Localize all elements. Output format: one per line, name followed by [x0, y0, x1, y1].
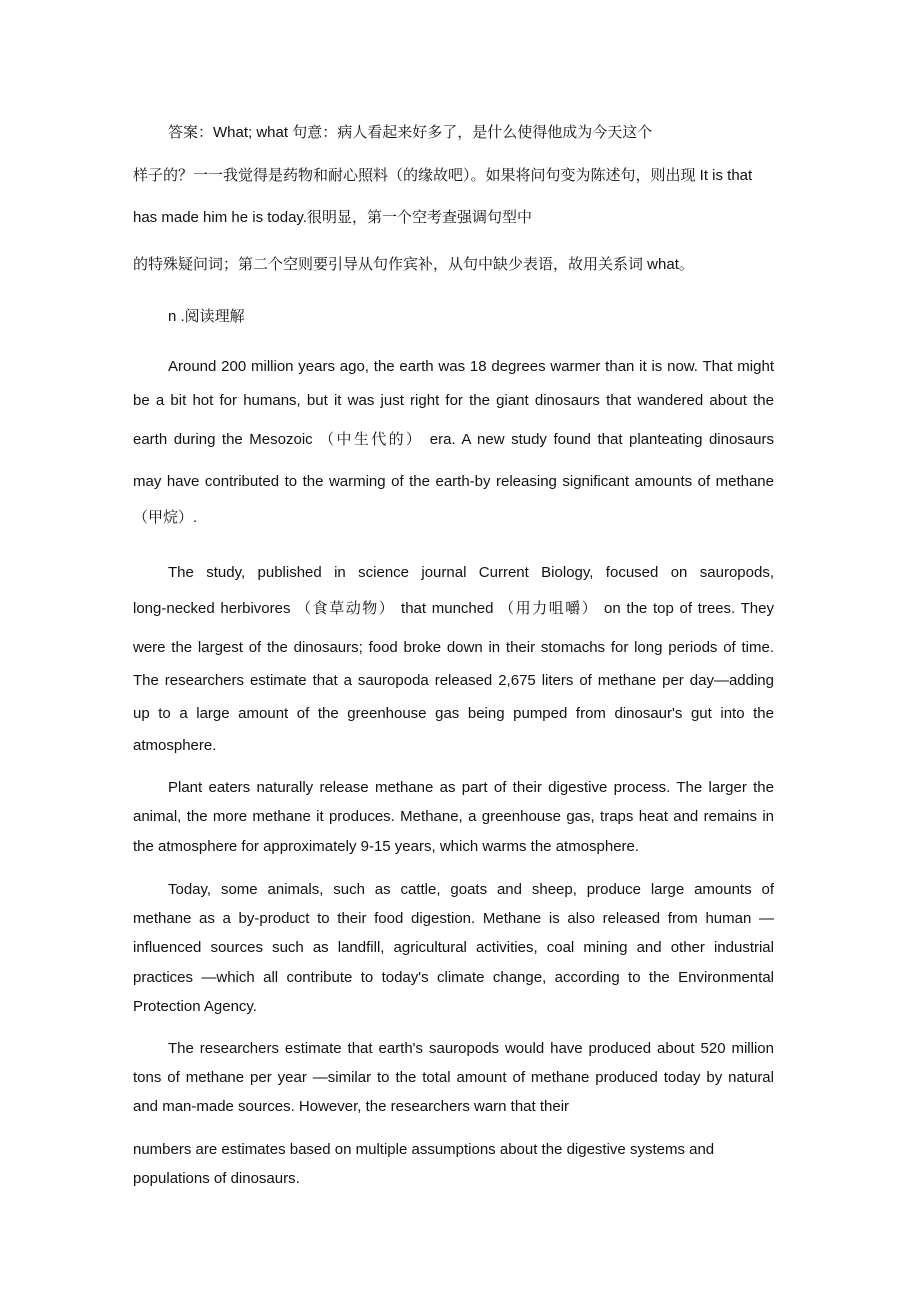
- p4-line-3: influenced sources such as landfill, agricultural activities, coal mining and other industrial: [133, 939, 774, 956]
- p3-line-2: animal, the more methane it produces. Methane, a greenhouse gas, traps heat and remains in: [133, 808, 774, 825]
- p5-line-3: and man-made sources. However, the researchers warn that their: [133, 1098, 570, 1115]
- p1-line-1: Around 200 million years ago, the earth was 18 degrees warmer than it is now. That might: [168, 358, 774, 375]
- p1-line-4: may have contributed to the warming of the earth-by releasing significant amounts of methane: [133, 473, 774, 490]
- answer-line-4: 的特殊疑问词；第二个空则要引导从句作宾补，从句中缺少表语，故用关系词 what。: [133, 256, 694, 273]
- p2-line-3: were the largest of the dinosaurs; food broke down in their stomachs for long periods of time.: [133, 639, 774, 656]
- p3-line-1: Plant eaters naturally release methane as part of their digestive process. The larger the: [168, 779, 774, 796]
- p6-line-2: populations of dinosaurs.: [133, 1170, 300, 1187]
- p2-line-6: atmosphere.: [133, 737, 217, 754]
- p1-line-3: earth during the Mesozoic （中生代的） era. A new study found that planteating dinosaurs: [133, 431, 774, 448]
- p4-line-4: practices —which all contribute to today's climate change, according to the Environmental: [133, 969, 774, 986]
- p1-line-5: （甲烷）.: [133, 509, 198, 526]
- p2-line-1: The study, published in science journal Current Biology, focused on sauropods,: [168, 564, 774, 581]
- p5-line-2: tons of methane per year —similar to the total amount of methane produced today by natural: [133, 1069, 774, 1086]
- answer-line-1: 答案：What; what 句意：病人看起来好多了，是什么使得他成为今天这个: [168, 124, 653, 141]
- p2-line-5: up to a large amount of the greenhouse gas being pumped from dinosaur's gut into the: [133, 705, 774, 722]
- p5-line-1: The researchers estimate that earth's sauropods would have produced about 520 million: [168, 1040, 774, 1057]
- p6-line-1: numbers are estimates based on multiple assumptions about the digestive systems and: [133, 1141, 715, 1158]
- p1-line-2: be a bit hot for humans, but it was just right for the giant dinosaurs that wandered about the: [133, 392, 774, 409]
- p4-line-2: methane as a by-product to their food digestion. Methane is also released from human —: [133, 910, 774, 927]
- p4-line-5: Protection Agency.: [133, 998, 257, 1015]
- p3-line-3: the atmosphere for approximately 9-15 years, which warms the atmosphere.: [133, 838, 640, 855]
- answer-line-2: 样子的？一一我觉得是药物和耐心照料（的缘故吧）。如果将问句变为陈述句，则出现 It is that: [133, 167, 753, 184]
- p2-line-2: long-necked herbivores （食草动物） that munched （用力咀嚼） on the top of trees. They: [133, 600, 774, 617]
- p2-line-4: The researchers estimate that a sauropoda released 2,675 liters of methane per day—adding: [133, 672, 774, 689]
- p4-line-1: Today, some animals, such as cattle, goats and sheep, produce large amounts of: [168, 881, 774, 898]
- answer-line-3: has made him he is today.很明显，第一个空考查强调句型中: [133, 209, 532, 226]
- section-heading: n .阅读理解: [168, 308, 245, 325]
